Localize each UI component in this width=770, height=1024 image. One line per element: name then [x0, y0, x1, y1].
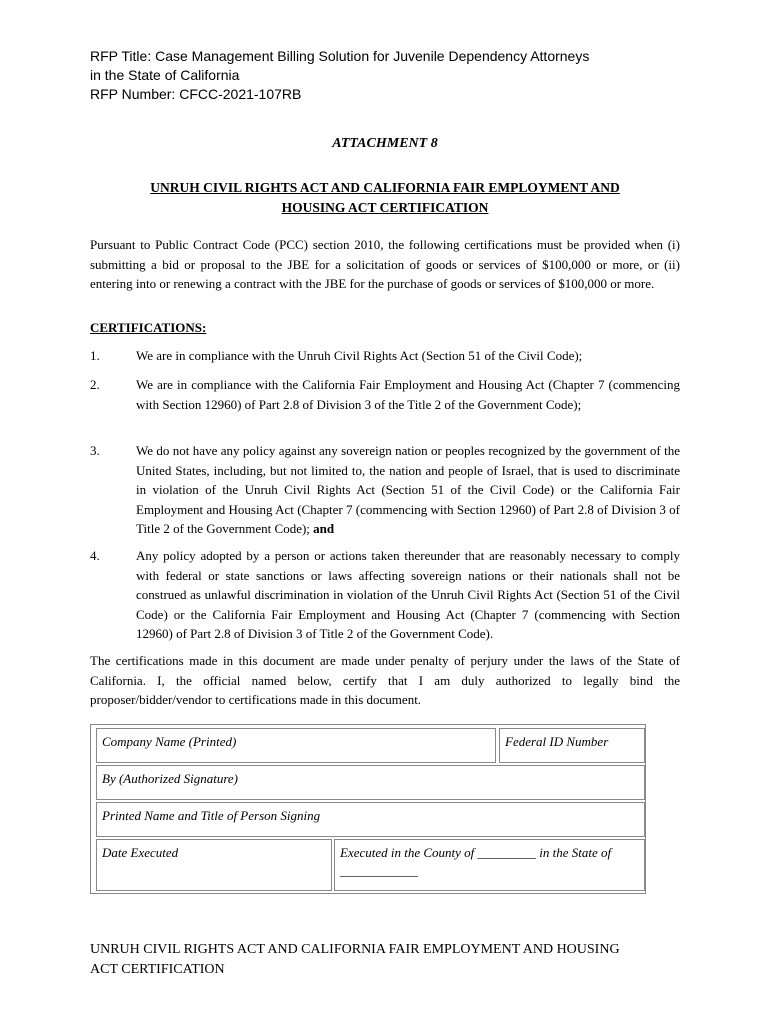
rfp-title-line: RFP Title: Case Management Billing Solution for Juvenile Dependency Attorneys [90, 48, 590, 64]
item-text: Any policy adopted by a person or actions taken thereunder that are reasonably necessary to comply with federal or state sanctions or laws affecting sovereign nations or their nationals shall not be construed as unlawful discrimination in violation of the Unruh Civil Rights Act (Section 51 of the Civil Code) or the California Fair Employment and Housing Act (Chapter 7 (commencing with Section 12960) of Part 2.8 of Division 3 of Title 2 of the Government Code). [136, 548, 680, 641]
date-executed-label: Date Executed [102, 845, 179, 860]
authorized-signature-label: By (Authorized Signature) [102, 771, 238, 786]
certification-item [90, 441, 680, 539]
printed-name-field[interactable] [96, 802, 645, 837]
certifications-heading: CERTIFICATIONS: [90, 320, 207, 335]
title-line-2: HOUSING ACT CERTIFICATION [281, 200, 489, 215]
rfp-number: RFP Number: CFCC-2021-107RB [90, 86, 302, 102]
authorized-signature-field[interactable] [96, 765, 645, 800]
federal-id-label: Federal ID Number [505, 734, 609, 749]
executed-county-label: Executed in the County of _________ in the State of ____________ [340, 845, 612, 878]
item-text: We are in compliance with the California Fair Employment and Housing Act (Chapter 7 (commencing with Section 12960) of Part 2.8 of Division 3 of the Title 2 of the Government Code); [136, 377, 680, 412]
footer-line-2: ACT CERTIFICATION [90, 962, 225, 977]
intro-paragraph: Pursuant to Public Contract Code (PCC) section 2010, the following certifications must be provided when (i) submitting a bid or proposal to the JBE for a solicitation of goods or services of $100,000 or more, or (ii) entering into or renewing a contract with the JBE for the purchase of goods or services of $100,000 or more. [90, 237, 680, 291]
page-footer [90, 940, 690, 980]
item-number: 2. [90, 377, 100, 392]
printed-name-label: Printed Name and Title of Person Signing [102, 808, 321, 823]
item-number: 1. [90, 348, 100, 363]
date-executed-field[interactable] [96, 839, 332, 891]
attachment-label: ATTACHMENT 8 [332, 136, 438, 151]
company-name-field[interactable] [96, 728, 496, 763]
rfp-header [90, 47, 690, 104]
executed-county-field[interactable] [334, 839, 645, 891]
certification-item [90, 546, 680, 644]
item-text-bold: and [309, 521, 335, 536]
certification-item [90, 375, 680, 414]
item-text: We are in compliance with the Unruh Civil Rights Act (Section 51 of the Civil Code); [136, 348, 583, 363]
document-title [110, 178, 660, 218]
rfp-title-line-2: in the State of California [90, 67, 240, 83]
title-line-1: UNRUH CIVIL RIGHTS ACT AND CALIFORNIA FAIR EMPLOYMENT AND [150, 180, 620, 195]
company-name-label: Company Name (Printed) [102, 734, 237, 749]
signature-form [90, 724, 646, 894]
item-text: We do not have any policy against any sovereign nation or peoples recognized by the government of the United States, including, but not limited to, the nation and people of Israel, that is used to discriminate in violation of the Unruh Civil Rights Act (Section 51 of the Civil Code) or the California Fair Employment and Housing Act (Chapter 7 (commencing with Section 12960) of Part 2.8 of Division 3 of Title 2 of the Government Code); [136, 443, 680, 536]
footer-line-1: UNRUH CIVIL RIGHTS ACT AND CALIFORNIA FAIR EMPLOYMENT AND HOUSING [90, 942, 620, 957]
federal-id-field[interactable] [499, 728, 645, 763]
certification-item [90, 346, 680, 366]
item-number: 4. [90, 548, 100, 563]
item-text-wrapper [136, 441, 680, 539]
closing-paragraph: The certifications made in this document are made under penalty of perjury under the laws of the State of California. I, the official named below, certify that I am duly authorized to legally bind the proposer/bidder/vendor to certifications made in this document. [90, 653, 680, 707]
item-number: 3. [90, 443, 100, 458]
